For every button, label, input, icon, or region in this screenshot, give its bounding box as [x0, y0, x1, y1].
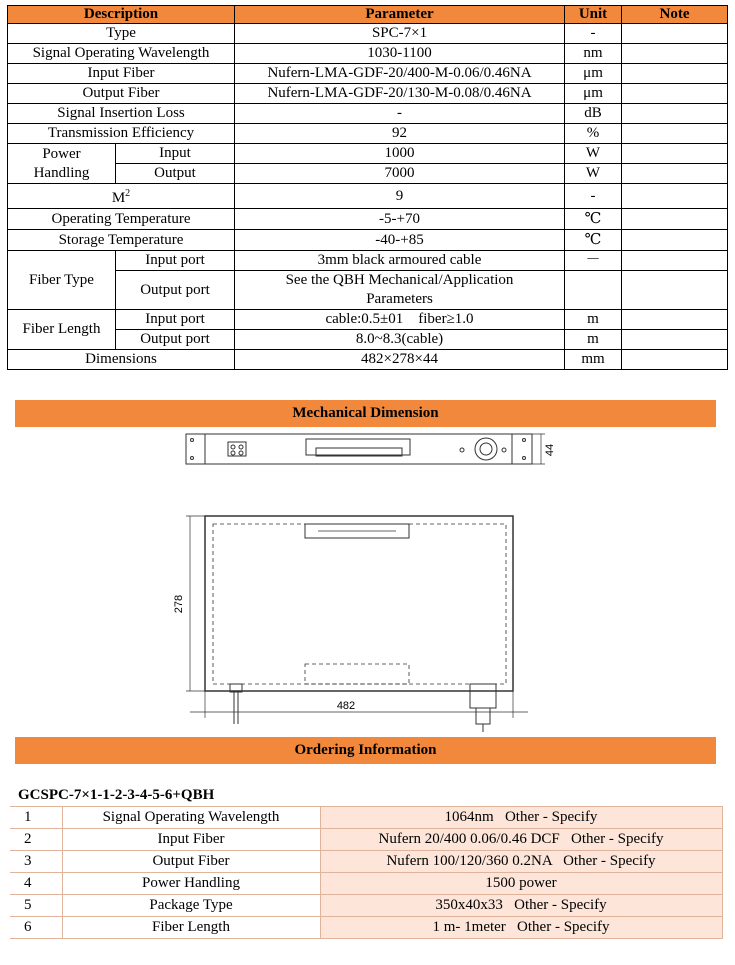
spec-note	[622, 164, 728, 184]
ordering-row-parameter: Package Type	[62, 895, 320, 917]
spec-row-operating-temp	[8, 209, 728, 230]
fiber-length-label: Fiber Length	[8, 310, 116, 350]
spec-row-fiber-length-output	[8, 330, 728, 350]
ordering-row-number: 3	[10, 851, 62, 873]
spec-row-efficiency	[8, 124, 728, 144]
spec-value: cable:0.5±01 fiber≥1.0	[235, 310, 565, 330]
spec-sublabel: Output port	[116, 271, 235, 310]
ordering-row	[10, 851, 722, 873]
spec-header-row	[8, 6, 728, 24]
ordering-code: GCSPC-7×1-1-2-3-4-5-6+QBH	[18, 787, 215, 803]
spec-note	[622, 124, 728, 144]
ordering-row	[10, 917, 722, 939]
spec-row-power-input	[8, 144, 728, 164]
spec-note	[622, 84, 728, 104]
spec-row-power-output	[8, 164, 728, 184]
spec-note	[622, 310, 728, 330]
spec-label	[8, 184, 235, 209]
spec-row-storage-temp	[8, 230, 728, 251]
mechanical-dimension-header: Mechanical Dimension	[15, 400, 716, 427]
spec-unit: m	[565, 310, 622, 330]
spec-value: 1000	[235, 144, 565, 164]
fiber-type-label: Fiber Type	[8, 251, 116, 310]
spec-label: Storage Temperature	[8, 230, 235, 251]
header-description: Description	[8, 6, 235, 24]
spec-label: Input Fiber	[8, 64, 235, 84]
spec-sublabel: Output	[116, 164, 235, 184]
spec-value: Nufern-LMA-GDF-20/400-M-0.06/0.46NA	[235, 64, 565, 84]
spec-label: Output Fiber	[8, 84, 235, 104]
dim-depth-label: 278	[173, 594, 185, 614]
top-view	[186, 516, 528, 732]
spec-row-output-fiber	[8, 84, 728, 104]
spec-note	[622, 24, 728, 44]
spec-unit: μm	[565, 64, 622, 84]
spec-label: Dimensions	[8, 350, 235, 370]
ordering-row	[10, 807, 722, 829]
spec-value: 8.0~8.3(cable)	[235, 330, 565, 350]
spec-unit: dB	[565, 104, 622, 124]
ordering-row-parameter: Fiber Length	[62, 917, 320, 939]
spec-sublabel: Input port	[116, 251, 235, 271]
ordering-row-number: 6	[10, 917, 62, 939]
spec-unit: -	[565, 24, 622, 44]
m2-label: M	[111, 190, 126, 206]
spec-row-fiber-length-input	[8, 310, 728, 330]
spec-unit: mm	[565, 350, 622, 370]
spec-row-insertion-loss	[8, 104, 728, 124]
spec-value: 92	[235, 124, 565, 144]
spec-label: Transmission Efficiency	[8, 124, 235, 144]
ordering-row-value: 1500 power	[320, 873, 722, 895]
spec-note	[622, 144, 728, 164]
ordering-row-parameter: Signal Operating Wavelength	[62, 807, 320, 829]
spec-note	[622, 104, 728, 124]
fiber-type-output-line2: Parameters	[366, 291, 433, 307]
spec-unit	[565, 271, 622, 310]
dim-width-label: 482	[336, 700, 356, 712]
spec-table	[7, 5, 728, 370]
spec-value: 482×278×44	[235, 350, 565, 370]
ordering-row-number: 4	[10, 873, 62, 895]
spec-unit: -	[565, 184, 622, 209]
spec-note	[622, 184, 728, 209]
ordering-table	[10, 806, 723, 939]
ordering-row-parameter: Input Fiber	[62, 829, 320, 851]
ordering-row-number: 1	[10, 807, 62, 829]
ordering-row	[10, 829, 722, 851]
spec-row-wavelength	[8, 44, 728, 64]
spec-value: 1030-1100	[235, 44, 565, 64]
spec-sublabel: Input port	[116, 310, 235, 330]
spec-row-m2	[8, 184, 728, 209]
spec-note	[622, 251, 728, 271]
spec-unit: ℃	[565, 230, 622, 251]
dim-height-label: 44	[544, 443, 556, 457]
mechanical-drawing	[0, 428, 735, 736]
spec-value: -5-+70	[235, 209, 565, 230]
power-handling-label	[8, 144, 116, 184]
spec-value: SPC-7×1	[235, 24, 565, 44]
m2-superscript: 2	[125, 188, 131, 199]
ordering-information-header: Ordering Information	[15, 737, 716, 764]
power-label-line1: Power	[42, 145, 81, 162]
spec-unit: ℃	[565, 209, 622, 230]
spec-value: 3mm black armoured cable	[235, 251, 565, 271]
spec-label: Operating Temperature	[8, 209, 235, 230]
ordering-row	[10, 895, 722, 917]
ordering-row-value: 1 m- 1meter Other - Specify	[320, 917, 722, 939]
spec-value: Nufern-LMA-GDF-20/130-M-0.08/0.46NA	[235, 84, 565, 104]
spec-row-dimensions	[8, 350, 728, 370]
spec-value: 9	[235, 184, 565, 209]
spec-note	[622, 209, 728, 230]
spec-row-fiber-type-input	[8, 251, 728, 271]
spec-unit: μm	[565, 84, 622, 104]
ordering-row-number: 5	[10, 895, 62, 917]
spec-note	[622, 330, 728, 350]
spec-value: 7000	[235, 164, 565, 184]
spec-note	[622, 64, 728, 84]
spec-note	[622, 350, 728, 370]
spec-row-fiber-type-output	[8, 271, 728, 310]
spec-unit: W	[565, 164, 622, 184]
spec-value: -	[235, 104, 565, 124]
ordering-row-number: 2	[10, 829, 62, 851]
spec-sublabel: Output port	[116, 330, 235, 350]
ordering-row-parameter: Power Handling	[62, 873, 320, 895]
ordering-row	[10, 873, 722, 895]
spec-label: Type	[8, 24, 235, 44]
spec-value: -40-+85	[235, 230, 565, 251]
ordering-row-parameter: Output Fiber	[62, 851, 320, 873]
spec-row-type	[8, 24, 728, 44]
spec-unit: %	[565, 124, 622, 144]
spec-label: Signal Operating Wavelength	[8, 44, 235, 64]
spec-note	[622, 44, 728, 64]
spec-label: Signal Insertion Loss	[8, 104, 235, 124]
header-unit: Unit	[565, 6, 622, 24]
power-label-line2: Handling	[33, 164, 90, 181]
spec-note	[622, 271, 728, 310]
front-view	[186, 434, 545, 464]
spec-sublabel: Input	[116, 144, 235, 164]
header-note: Note	[622, 6, 728, 24]
spec-note	[622, 230, 728, 251]
spec-unit: W	[565, 144, 622, 164]
spec-unit: －	[565, 251, 622, 271]
ordering-row-value: Nufern 100/120/360 0.2NA Other - Specify	[320, 851, 722, 873]
spec-value	[235, 271, 565, 310]
spec-unit: nm	[565, 44, 622, 64]
spec-row-input-fiber	[8, 64, 728, 84]
ordering-row-value: Nufern 20/400 0.06/0.46 DCF Other - Specify	[320, 829, 722, 851]
fiber-type-output-line1: See the QBH Mechanical/Application	[285, 272, 514, 288]
ordering-row-value: 350x40x33 Other - Specify	[320, 895, 722, 917]
spec-unit: m	[565, 330, 622, 350]
ordering-row-value: 1064nm Other - Specify	[320, 807, 722, 829]
header-parameter: Parameter	[235, 6, 565, 24]
